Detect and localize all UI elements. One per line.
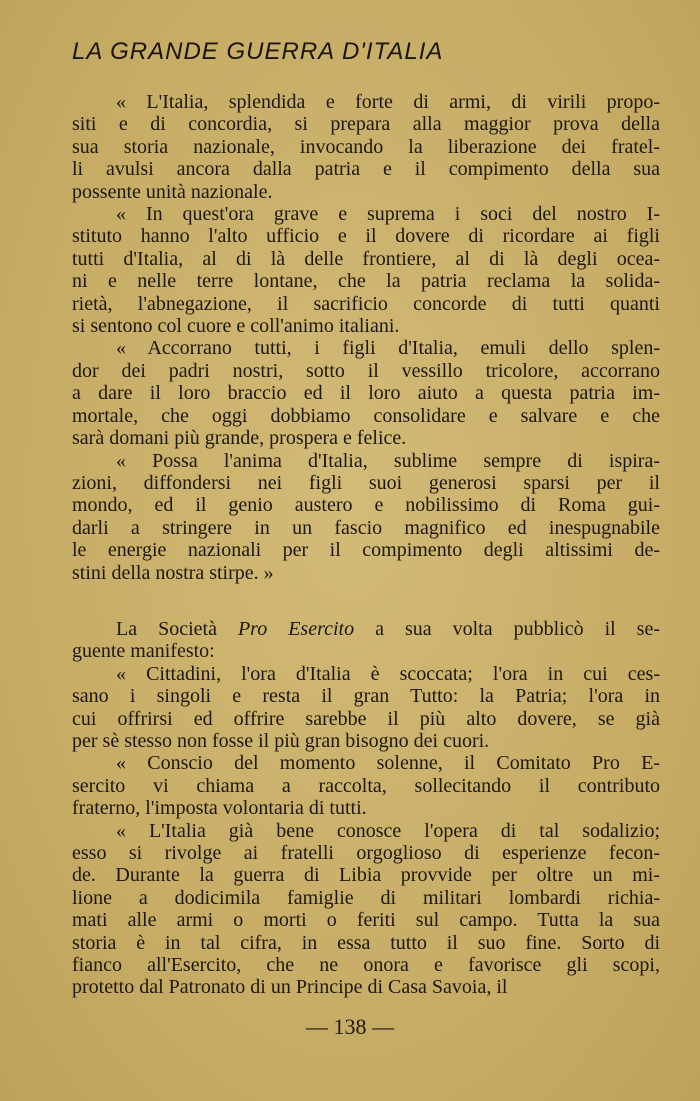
quote-line: « L'Italia, splendida e forte di armi, di virili propo- <box>116 91 660 113</box>
manifesto-paragraph <box>72 663 660 753</box>
manifesto-line: « Conscio del momento solenne, il Comitato Pro E- <box>116 752 660 775</box>
quote-line: li avulsi ancora dalla patria e il compimento della sua <box>72 158 660 181</box>
intro-paragraph <box>72 618 660 663</box>
quote-paragraph <box>72 450 660 584</box>
intro-before: La Società <box>116 617 238 640</box>
quote-line: stituto hanno l'alto ufficio e il dovere di ricordare ai figli <box>72 225 660 248</box>
manifesto-line: fianco all'Esercito, che ne onora e favorisce gli scopi, <box>72 954 660 977</box>
page-number: — 138 — <box>306 1014 394 1039</box>
manifesto-line: sano i singoli e resta il gran Tutto: la Patria; l'ora in <box>72 685 660 708</box>
quote-line: tutti d'Italia, al di là delle frontiere, al di là degli ocea- <box>72 247 660 270</box>
quote-line: « Accorrano tutti, i figli d'Italia, emuli dello splen- <box>116 337 660 360</box>
quote-line: rietà, l'abnegazione, il sacrificio concorde di tutti quanti <box>72 292 660 315</box>
quote-line: sua storia nazionale, invocando la liberazione dei fratel- <box>72 135 660 158</box>
intro-line <box>72 618 660 640</box>
quote-line: a dare il loro braccio ed il loro aiuto a questa patria im- <box>72 382 660 405</box>
quote-block <box>72 91 660 584</box>
manifesto-line: protetto dal Patronato di un Principe di Casa Savoia, il <box>72 976 508 999</box>
manifesto-line: mati alle armi o morti o feriti sul campo. Tutta la sua <box>72 909 660 932</box>
quote-line: « Possa l'anima d'Italia, sublime sempre di ispira- <box>116 449 660 472</box>
manifesto-line: « Cittadini, l'ora d'Italia è scoccata; l'ora in cui ces- <box>116 662 660 685</box>
manifesto-block <box>72 663 660 999</box>
manifesto-line: sercito vi chiama a raccolta, sollecitando il contributo <box>72 774 660 797</box>
quote-line: darli a stringere in un fascio magnifico ed inespugnabile <box>72 516 660 539</box>
quote-paragraph <box>72 203 660 337</box>
quote-line: sarà domani più grande, prospera e felice. <box>72 427 407 450</box>
quote-line: siti e di concordia, si prepara alla maggior prova della <box>72 113 660 136</box>
quote-line: le energie nazionali per il compimento degli altissimi de- <box>72 539 660 562</box>
intro-line-2: guente manifesto: <box>72 640 215 663</box>
quote-line: ni e nelle terre lontane, che la patria reclama la solida- <box>72 270 660 293</box>
running-title: LA GRANDE GUERRA D'ITALIA <box>72 38 444 65</box>
manifesto-line: fraterno, l'imposta volontaria di tutti. <box>72 797 367 820</box>
quote-line: « In quest'ora grave e suprema i soci del nostro I- <box>116 203 660 226</box>
quote-line: zioni, diffondersi nei figli suoi generosi sparsi per il <box>72 471 660 494</box>
quote-line: possente unità nazionale. <box>72 180 273 203</box>
manifesto-paragraph <box>72 820 660 999</box>
quote-paragraph <box>72 337 660 449</box>
intro-after: a sua volta pubblicò il se- <box>354 617 660 640</box>
body-text <box>72 91 660 999</box>
quote-line: dor dei padri nostri, sotto il vessillo tricolore, accorrano <box>72 359 660 382</box>
quote-line: mondo, ed il genio austero e nobilissimo di Roma gui- <box>72 494 660 517</box>
manifesto-line: lione a dodicimila famiglie di militari lombardi richia- <box>72 886 660 909</box>
manifesto-line: « L'Italia già bene conosce l'opera di tal sodalizio; <box>116 819 660 842</box>
manifesto-line: per sè stesso non fosse il più gran bisogno dei cuori. <box>72 729 490 752</box>
manifesto-line: esso si rivolge ai fratelli orgoglioso di esperienze fecon- <box>72 842 660 864</box>
manifesto-line: storia è in tal cifra, in essa tutto il suo fine. Sorto di <box>72 931 660 954</box>
quote-line: si sentono col cuore e coll'animo italiani. <box>72 315 400 338</box>
manifesto-line: de. Durante la guerra di Libia provvide per oltre un mi- <box>72 864 660 887</box>
section-gap <box>72 584 660 618</box>
society-name: Pro Esercito <box>237 617 355 640</box>
manifesto-paragraph <box>72 752 660 819</box>
quote-line: mortale, che oggi dobbiamo consolidare e salvare e che <box>72 404 660 427</box>
quote-line: stini della nostra stirpe. » <box>72 561 274 584</box>
manifesto-line: cui offrirsi ed offrire sarebbe il più alto dovere, se già <box>72 707 660 730</box>
quote-paragraph <box>72 91 660 203</box>
